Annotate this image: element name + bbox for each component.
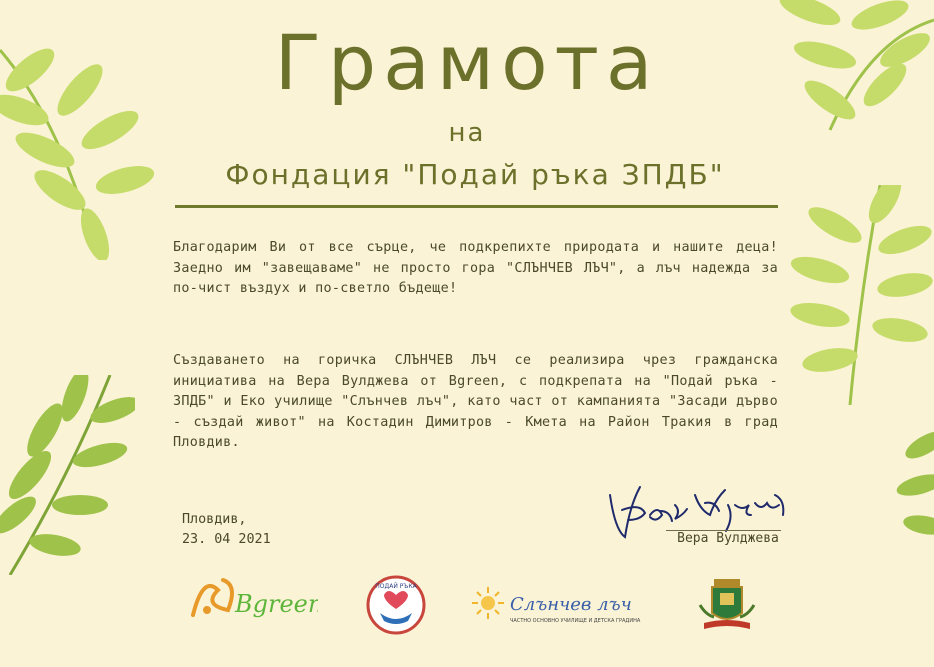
svg-text:ЧАСТНО ОСНОВНО УЧИЛИЩЕ И ДЕТСК: ЧАСТНО ОСНОВНО УЧИЛИЩЕ И ДЕТСКА ГРАДИНА — [510, 618, 641, 624]
leaf-decoration-bottom-left — [0, 375, 135, 575]
slanchev-lach-logo — [470, 583, 670, 628]
svg-text:Слънчев лъч: Слънчев лъч — [510, 594, 632, 615]
recipient-name: Фондация "Подай ръка ЗПДБ" — [225, 158, 725, 191]
signature-name: Вера Вулджева — [677, 531, 779, 546]
bgreen-logo-text: Bgreen — [235, 590, 318, 618]
place-and-date — [182, 510, 271, 550]
initiative-paragraph: Създаването на горичка СЛЪНЧЕВ ЛЪЧ се реализира чрез гражданска инициатива на Вера Вулджева от Bgreen, с подкрепата на "Подай ръка - ЗПДБ" и Еко училище "Слънчев лъч", като част от кампанията "Засади дърво - създай живот" на Костадин Димитров - Кмета на Район Тракия в град Пловдив. — [173, 353, 778, 450]
leaf-decoration-right — [790, 185, 934, 405]
city: Пловдив, — [182, 512, 247, 527]
certificate-preposition: на — [448, 118, 486, 148]
date: 23. 04 2021 — [182, 532, 271, 547]
bgreen-logo — [183, 570, 318, 625]
podai-ruka-logo — [366, 575, 426, 635]
leaf-decoration-bottom-right — [895, 430, 934, 550]
certificate-title: Грамота — [274, 18, 660, 107]
plovdiv-coat-of-arms — [692, 575, 762, 635]
svg-text:ПОДАЙ РЪКА: ПОДАЙ РЪКА — [375, 583, 417, 590]
title-divider — [175, 205, 778, 208]
thanks-paragraph: Благодарим Ви от все сърце, че подкрепихте природата и нашите деца! Заедно им "завещаваме" не просто гора "СЛЪНЧЕВ ЛЪЧ", а лъч надежда за по-чист въздух и по-светло бъдеще! — [173, 240, 778, 296]
